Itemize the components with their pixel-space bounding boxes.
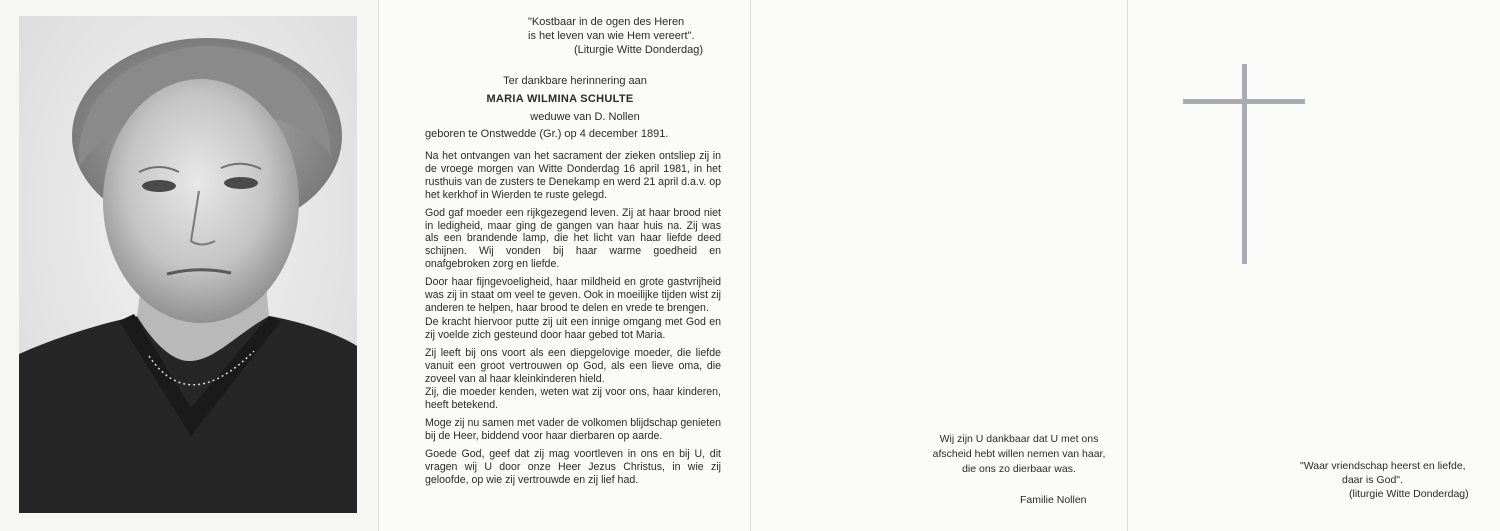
memorial-paragraph: Goede God, geef dat zij mag voortleven in ons en bij U, dit vragen wij U door onze Heer Jezus Christus, in wie zij geloofde, op wie zij vertrouwde en zij lief had. bbox=[425, 448, 721, 486]
opening-quote-line1: "Kostbaar in de ogen des Heren bbox=[528, 16, 685, 28]
memorial-paragraph: Zij leeft bij ons voort als een diepgelovige moeder, die liefde vanuit een groot vertrouwen op God, als een lieve oma, die zoveel van al haar kleinkinderen hield. bbox=[425, 346, 721, 385]
closing-quote-line1: "Waar vriendschap heerst en liefde, bbox=[1300, 460, 1466, 472]
family-signature: Familie Nollen bbox=[1020, 494, 1087, 506]
closing-quote-attribution: (liturgie Witte Donderdag) bbox=[1349, 488, 1469, 500]
closing-quote-line2: daar is God". bbox=[1342, 474, 1403, 486]
memorial-paragraph: Zij, die moeder kenden, weten wat zij voor ons, haar kinderen, heeft betekend. bbox=[425, 386, 721, 412]
memorial-paragraph: God gaf moeder een rijkgezegend leven. Zij at haar brood niet in ledigheid, maar ging de gangen van haar huis na. Zij was als een brandende lamp, die het licht van haar liefde deed schijnen. Wij vonden bij haar warme goedheid en onafgebroken zorg en liefde. bbox=[425, 206, 721, 271]
deceased-name: MARIA WILMINA SCHULTE bbox=[486, 93, 634, 105]
memorial-body bbox=[425, 150, 721, 492]
thanks-line2: afscheid hebt willen nemen van haar, bbox=[932, 448, 1106, 460]
thanks-message bbox=[924, 432, 1114, 477]
cross-panel bbox=[1128, 0, 1500, 531]
in-memory-heading: Ter dankbare herinnering aan bbox=[503, 75, 647, 87]
birth-info: geboren te Onstwedde (Gr.) op 4 december 1891. bbox=[425, 128, 669, 140]
memorial-paragraph: Moge zij nu samen met vader de volkomen blijdschap genieten bij de Heer, biddend voor haar dierbaren op aarde. bbox=[425, 417, 721, 443]
closing-quote bbox=[1300, 459, 1500, 501]
opening-quote-line2: is het leven van wie Hem vereert". bbox=[528, 30, 695, 42]
thanks-line1: Wij zijn U dankbaar dat U met ons bbox=[939, 433, 1099, 445]
widow-of: weduwe van D. Nollen bbox=[530, 111, 640, 123]
portrait-photo bbox=[19, 16, 357, 513]
memorial-paragraph: De kracht hiervoor putte zij uit een innige omgang met God en zij voelde zich gesteund door haar gebed tot Maria. bbox=[425, 315, 721, 341]
memorial-paragraph: Na het ontvangen van het sacrament der zieken ontsliep zij in de vroege morgen van Witte Donderdag 16 april 1981, in het rusthuis van de zusters te Denekamp en werd 21 april d.a.v. op het kerkhof in Wierden te ruste gelegd. bbox=[425, 150, 721, 201]
opening-quote bbox=[528, 15, 703, 57]
thanks-line3: die ons zo dierbaar was. bbox=[962, 463, 1076, 475]
photo-panel bbox=[0, 0, 378, 531]
memorial-paragraph: Door haar fijngevoeligheid, haar mildheid en grote gastvrijheid was zij in staat om veel te geven. Ook in moeilijke tijden wist zij anderen te helpen, haar brood te delen en vrede te brengen. bbox=[425, 276, 721, 314]
opening-quote-attribution: (Liturgie Witte Donderdag) bbox=[574, 44, 704, 56]
